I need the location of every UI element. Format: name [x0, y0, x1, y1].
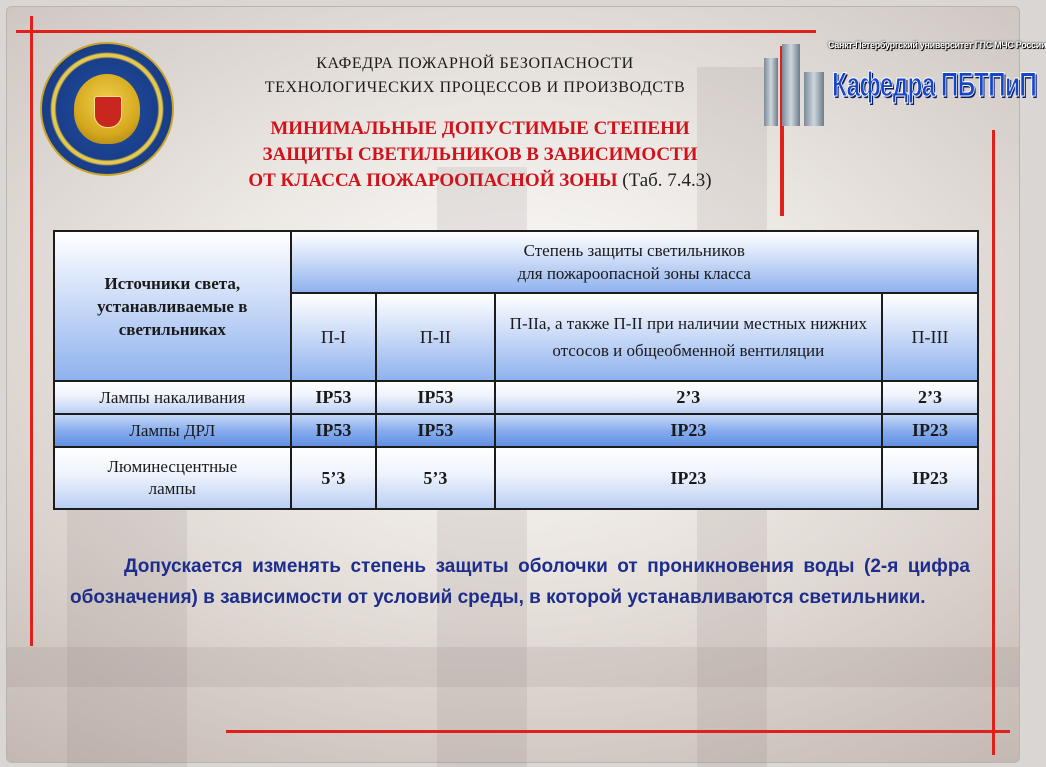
- zone-header-p3: П-III: [882, 293, 978, 381]
- title-line-3: [180, 168, 780, 194]
- red-line-bottom: [226, 730, 1010, 733]
- value-cell: IP53: [291, 414, 377, 447]
- value-cell: 5’3: [376, 447, 494, 509]
- table-row: [54, 414, 978, 447]
- light-source-cell: Лампы накаливания: [54, 381, 291, 414]
- red-line-right: [992, 130, 995, 755]
- department-logo-text: Кафедра ПБТПиП: [832, 66, 1037, 104]
- value-cell: 2’3: [882, 381, 978, 414]
- emblem-shield-icon: [94, 96, 122, 128]
- note-paragraph: [70, 551, 970, 613]
- department-logo: [760, 38, 1046, 130]
- value-cell: IP23: [495, 414, 883, 447]
- group-header-line-2: для пожароопасной зоны класса: [517, 264, 751, 283]
- value-cell: IP23: [495, 447, 883, 509]
- department-line-1: КАФЕДРА ПОЖАРНОЙ БЕЗОПАСНОСТИ: [316, 55, 634, 72]
- light-source-header: Источники света, устанавливаемые в светильниках: [54, 231, 291, 381]
- note-text: Допускается изменять степень защиты оболочки от проникновения воды (2-я цифра обозначения) в зависимости от условий среды, в которой устанавливаются светильники.: [70, 556, 970, 608]
- red-line-top: [16, 30, 816, 33]
- light-source-cell: Люминесцентные лампы: [54, 447, 291, 509]
- title-line-3-text: ОТ КЛАССА ПОЖАРООПАСНОЙ ЗОНЫ: [248, 170, 618, 191]
- refinery-tower-icon: [804, 72, 824, 126]
- slide-title: [180, 116, 780, 194]
- light-source-cell: Лампы ДРЛ: [54, 414, 291, 447]
- value-cell: IP53: [376, 381, 494, 414]
- value-cell: 2’3: [495, 381, 883, 414]
- value-cell: IP53: [291, 381, 377, 414]
- title-line-2: ЗАЩИТЫ СВЕТИЛЬНИКОВ В ЗАВИСИМОСТИ: [262, 144, 698, 165]
- protection-group-header: [291, 231, 978, 293]
- table-row: [54, 447, 978, 509]
- group-header-line-1: Степень защиты светильников: [523, 241, 745, 260]
- refinery-tower-icon: [782, 44, 800, 126]
- protection-degree-table: [53, 230, 979, 510]
- background-pipe: [7, 647, 1019, 687]
- university-emblem-icon: [40, 42, 174, 176]
- value-cell: IP23: [882, 414, 978, 447]
- value-cell: IP23: [882, 447, 978, 509]
- table-row: [54, 381, 978, 414]
- university-name-banner: Санкт-Петербургский университет ГПС МЧС России: [828, 40, 1046, 50]
- zone-header-p2a: П-IIа, а также П-II при наличии местных нижних отсосов и общеобменной вентиляции: [495, 293, 883, 381]
- zone-header-p2: П-II: [376, 293, 494, 381]
- value-cell: 5’3: [291, 447, 377, 509]
- zone-header-p1: П-I: [291, 293, 377, 381]
- title-line-1: МИНИМАЛЬНЫЕ ДОПУСТИМЫЕ СТЕПЕНИ: [270, 118, 690, 139]
- red-line-left: [30, 16, 33, 646]
- table-reference: (Таб. 7.4.3): [622, 170, 712, 191]
- value-cell: IP53: [376, 414, 494, 447]
- department-line-2: ТЕХНОЛОГИЧЕСКИХ ПРОЦЕССОВ И ПРОИЗВОДСТВ: [264, 79, 686, 96]
- department-header: [190, 52, 760, 100]
